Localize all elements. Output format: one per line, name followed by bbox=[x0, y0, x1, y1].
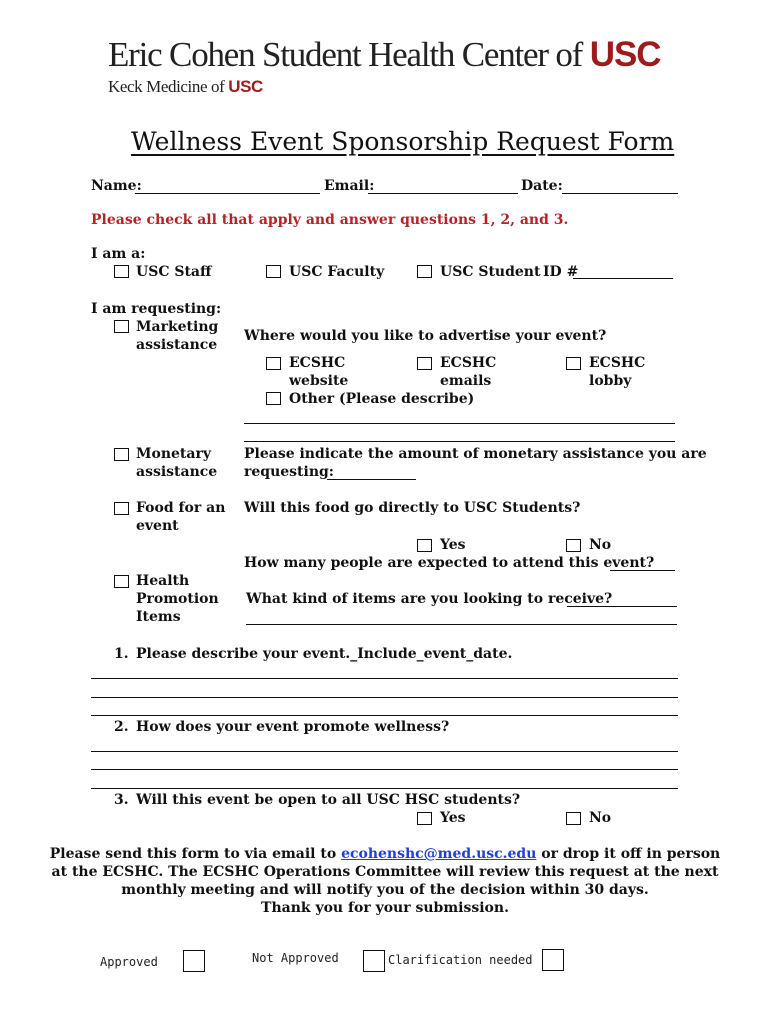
email-link[interactable]: ecohenshc@med.usc.edu bbox=[341, 846, 537, 862]
ecshc-emails-label-1: ECSHC bbox=[440, 355, 497, 371]
ecshc-lobby-checkbox[interactable] bbox=[566, 357, 581, 370]
health-items-line-2[interactable] bbox=[246, 624, 677, 625]
sub-usc: USC bbox=[228, 77, 263, 96]
q3-text: Will this event be open to all USC HSC students? bbox=[136, 792, 521, 808]
monetary-amount-field[interactable] bbox=[327, 479, 416, 480]
other-label: Other (Please describe) bbox=[289, 391, 475, 407]
ecshc-website-checkbox[interactable] bbox=[266, 357, 281, 370]
approved-checkbox[interactable] bbox=[183, 950, 205, 972]
monetary-checkbox[interactable] bbox=[114, 448, 129, 461]
health-promotion-checkbox[interactable] bbox=[114, 575, 129, 588]
usc-student-label: USC Student bbox=[440, 264, 541, 280]
usc-staff-label: USC Staff bbox=[136, 264, 212, 280]
footer-line-1 bbox=[0, 845, 770, 863]
ecshc-emails-checkbox[interactable] bbox=[417, 357, 432, 370]
monetary-label-1: Monetary bbox=[136, 446, 211, 462]
attendance-field[interactable] bbox=[610, 570, 675, 571]
email-label: Email: bbox=[324, 178, 375, 194]
org-logo-text bbox=[108, 35, 661, 75]
food-label-1: Food for an bbox=[136, 500, 226, 516]
health-label-3: Items bbox=[136, 609, 181, 625]
requesting-label: I am requesting: bbox=[91, 301, 222, 317]
marketing-checkbox[interactable] bbox=[114, 320, 129, 333]
email-field[interactable] bbox=[368, 193, 518, 194]
usc-student-checkbox[interactable] bbox=[417, 265, 432, 278]
q2-number: 2. bbox=[114, 719, 129, 735]
q3-number: 3. bbox=[114, 792, 129, 808]
footer-line-2: at the ECSHC. The ECSHC Operations Committee will review this request at the next bbox=[51, 864, 719, 880]
usc-staff-checkbox[interactable] bbox=[114, 265, 129, 278]
other-describe-line-2[interactable] bbox=[244, 441, 675, 442]
usc-faculty-label: USC Faculty bbox=[289, 264, 385, 280]
q3-yes-label: Yes bbox=[440, 810, 466, 826]
q2-text: How does your event promote wellness? bbox=[136, 719, 450, 735]
attendance-question: How many people are expected to attend this event? bbox=[244, 555, 655, 571]
clarification-checkbox[interactable] bbox=[542, 949, 564, 971]
usc-faculty-checkbox[interactable] bbox=[266, 265, 281, 278]
footer-line-4: Thank you for your submission. bbox=[261, 900, 509, 916]
footer-line-1-pre: Please send this form to via email to bbox=[49, 846, 337, 862]
not-approved-checkbox[interactable] bbox=[363, 950, 385, 972]
sub-name: Keck Medicine of bbox=[108, 77, 225, 96]
q1-number: 1. bbox=[114, 646, 129, 662]
name-field[interactable] bbox=[135, 193, 320, 194]
ecshc-website-label-1: ECSHC bbox=[289, 355, 346, 371]
approved-label: Approved bbox=[100, 955, 158, 969]
id-label: ID # bbox=[543, 264, 579, 280]
q1-answer-line-1[interactable] bbox=[91, 678, 678, 679]
form-title: Wellness Event Sponsorship Request Form bbox=[131, 127, 675, 156]
not-approved-label: Not Approved bbox=[252, 951, 339, 965]
food-label-2: event bbox=[136, 518, 179, 534]
q2-answer-line-3[interactable] bbox=[91, 788, 678, 789]
q1-answer-line-3[interactable] bbox=[91, 715, 678, 716]
date-label: Date: bbox=[521, 178, 563, 194]
other-checkbox[interactable] bbox=[266, 392, 281, 405]
monetary-question-2: requesting: bbox=[244, 464, 334, 480]
other-describe-line-1[interactable] bbox=[244, 423, 675, 424]
q3-no-checkbox[interactable] bbox=[566, 812, 581, 825]
sub-logo-text bbox=[108, 77, 263, 97]
marketing-label-2: assistance bbox=[136, 337, 218, 353]
ecshc-website-label-2: website bbox=[289, 373, 349, 389]
food-yes-checkbox[interactable] bbox=[417, 539, 432, 552]
ecshc-lobby-label-1: ECSHC bbox=[589, 355, 646, 371]
q3-no-label: No bbox=[589, 810, 612, 826]
org-name: Eric Cohen Student Health Center of bbox=[108, 35, 583, 74]
footer-line-1-post: or drop it off in person bbox=[541, 846, 721, 862]
food-no-label: No bbox=[589, 537, 612, 553]
name-label: Name: bbox=[91, 178, 142, 194]
food-no-checkbox[interactable] bbox=[566, 539, 581, 552]
footer-line-3: monthly meeting and will notify you of the decision within 30 days. bbox=[121, 882, 649, 898]
health-label-2: Promotion bbox=[136, 591, 219, 607]
ecshc-emails-label-2: emails bbox=[440, 373, 492, 389]
q2-answer-line-2[interactable] bbox=[91, 769, 678, 770]
q1-answer-line-2[interactable] bbox=[91, 697, 678, 698]
marketing-question: Where would you like to advertise your event? bbox=[244, 328, 607, 344]
i-am-label: I am a: bbox=[91, 246, 146, 262]
q2-answer-line-1[interactable] bbox=[91, 751, 678, 752]
health-label-1: Health bbox=[136, 573, 190, 589]
org-usc: USC bbox=[589, 35, 661, 74]
instruction-text: Please check all that apply and answer questions 1, 2, and 3. bbox=[91, 212, 569, 228]
food-checkbox[interactable] bbox=[114, 502, 129, 515]
health-question: What kind of items are you looking to receive? bbox=[246, 591, 613, 607]
monetary-question-1: Please indicate the amount of monetary assistance you are bbox=[244, 446, 707, 462]
date-field[interactable] bbox=[562, 193, 678, 194]
monetary-label-2: assistance bbox=[136, 464, 218, 480]
q3-yes-checkbox[interactable] bbox=[417, 812, 432, 825]
q1-text: Please describe your event._Include_event_date. bbox=[136, 646, 513, 662]
health-items-field[interactable] bbox=[567, 606, 677, 607]
marketing-label-1: Marketing bbox=[136, 319, 219, 335]
ecshc-lobby-label-2: lobby bbox=[589, 373, 632, 389]
food-yes-label: Yes bbox=[440, 537, 466, 553]
clarification-label: Clarification needed bbox=[388, 953, 533, 967]
food-question: Will this food go directly to USC Students? bbox=[244, 500, 581, 516]
id-field[interactable] bbox=[573, 278, 673, 279]
